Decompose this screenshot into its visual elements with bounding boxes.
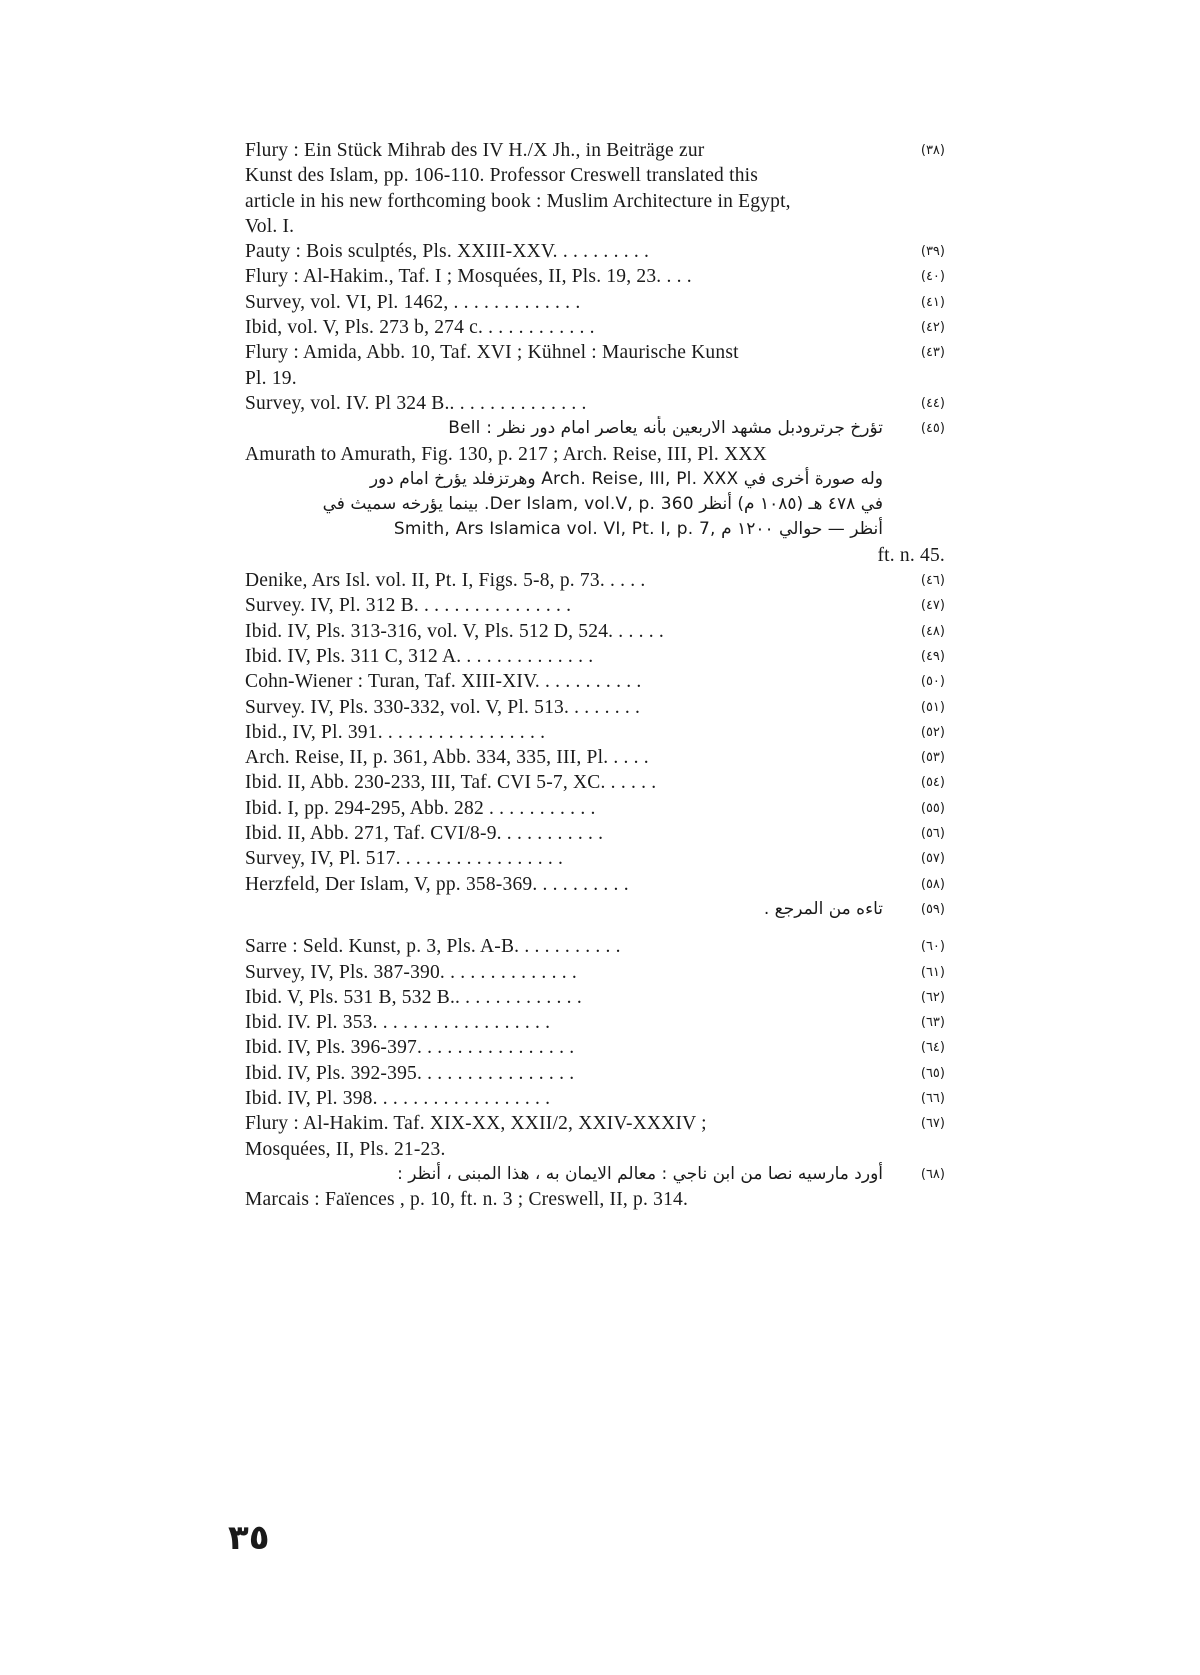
footnote-text: Smith, Ars Islamica vol. VI, Pt. I, p. 7, أنظر — حوالي ١٢٠٠ م [393, 519, 883, 540]
footnote-line [245, 163, 945, 188]
footnote-line [245, 897, 945, 922]
footnote-number: (٤٧) [920, 598, 945, 614]
footnote-line [245, 315, 945, 340]
footnote-line [245, 644, 945, 669]
footnote-text: Arch. Reise, II, p. 361, Abb. 334, 335, III, Pl. . . . . [245, 747, 649, 769]
footnote-text: Survey, IV, Pls. 387-390. . . . . . . . . . . . . . [245, 961, 577, 983]
footnote-line [245, 1137, 945, 1162]
footnote-text: Ibid. IV, Pls. 396-397. . . . . . . . . . . . . . . . [245, 1037, 575, 1059]
footnote-text: ft. n. 45. [877, 544, 945, 566]
footnote-line [245, 695, 945, 720]
footnote-text: Pauty : Bois sculptés, Pls. XXIII-XXV. . . . . . . . . . [245, 241, 650, 263]
footnote-line [245, 239, 945, 264]
footnote-text: في ٤٧٨ هـ (١٠٨٥ م) أنظر Der Islam, vol.V, p. 360. بينما يؤرخه سميث في [322, 494, 883, 515]
footnote-number: (٤٥) [920, 421, 945, 437]
footnote-text: Amurath to Amurath, Fig. 130, p. 217 ; Arch. Reise, III, Pl. XXX [245, 443, 767, 465]
footnote-text: Pl. 19. [245, 367, 297, 389]
footnote-line [245, 846, 945, 871]
footnotes-column [245, 138, 945, 1212]
footnote-line [245, 745, 945, 770]
footnote-line [245, 189, 945, 214]
footnote-text: Sarre : Seld. Kunst, p. 3, Pls. A-B. . . . . . . . . . . [245, 936, 621, 958]
footnote-text: Vol. I. [245, 215, 295, 237]
footnote-text: Marcais : Faïences , p. 10, ft. n. 3 ; Creswell, II, p. 314. [245, 1189, 689, 1211]
footnote-number: (٦٧) [920, 1116, 945, 1132]
footnote-line [245, 770, 945, 795]
footnote-number: (٥٨) [920, 876, 945, 892]
footnote-number: (٥٣) [920, 750, 945, 766]
footnote-text: article in his new forthcoming book : Muslim Architecture in Egypt, [245, 190, 791, 212]
footnote-line [245, 1010, 945, 1035]
footnote-text: Ibid. IV, Pls. 313-316, vol. V, Pls. 512 D, 524. . . . . . [245, 620, 664, 642]
footnote-number: (٣٩) [920, 244, 945, 260]
footnote-text: أورد مارسيه نصا من ابن ناجي : معالم الايمان به ، هذا المبنى ، أنظر : [397, 1163, 883, 1184]
footnote-number: (٦٨) [920, 1166, 945, 1182]
footnote-line [245, 669, 945, 694]
footnote-number: (٤٦) [920, 573, 945, 589]
footnote-number: (٦٤) [920, 1040, 945, 1056]
footnote-text: Ibid. IV, Pls. 392-395. . . . . . . . . . . . . . . . [245, 1062, 575, 1084]
footnote-line [245, 821, 945, 846]
footnote-number: (٤٠) [920, 269, 945, 285]
footnote-line [245, 872, 945, 897]
footnote-text: Ibid. IV. Pl. 353. . . . . . . . . . . . . . . . . . [245, 1012, 551, 1034]
footnote-line [245, 264, 945, 289]
footnote-number: (٤٩) [920, 648, 945, 664]
footnote-line [245, 416, 945, 441]
footnote-text: Bell : تؤرخ جرترودبل مشهد الاربعين بأنه يعاصر امام دور نظر [448, 418, 883, 439]
footnote-line [245, 960, 945, 985]
footnote-number: (٤٨) [920, 623, 945, 639]
footnote-text: Survey, IV, Pl. 517. . . . . . . . . . . . . . . . . [245, 848, 564, 870]
footnote-text: وله صورة أخرى في Arch. Reise, III, Pl. XXX وهرتزفلد يؤرخ امام دور [369, 468, 883, 489]
footnote-line [245, 492, 945, 517]
footnote-line [245, 467, 945, 492]
footnote-text: Flury : Al-Hakim. Taf. XIX-XX, XXII/2, XXIV-XXXIV ; [245, 1113, 707, 1135]
footnote-text: Ibid. IV, Pl. 398. . . . . . . . . . . . . . . . . . [245, 1087, 551, 1109]
footnote-line [245, 391, 945, 416]
footnote-text: Ibid. V, Pls. 531 B, 532 B.. . . . . . . . . . . . . [245, 986, 582, 1008]
footnote-number: (٦٥) [920, 1065, 945, 1081]
footnote-number: (٥٠) [920, 674, 945, 690]
footnote-number: (٥٩) [920, 901, 945, 917]
footnote-number: (٥٢) [920, 724, 945, 740]
footnote-line [245, 1187, 945, 1212]
footnote-line [245, 934, 945, 959]
footnote-line [245, 517, 945, 542]
footnote-text: تاءه من المرجع . [763, 898, 883, 919]
footnote-text: Herzfeld, Der Islam, V, pp. 358-369. . . . . . . . . . [245, 873, 629, 895]
footnote-line [245, 138, 945, 163]
footnote-line [245, 366, 945, 391]
footnote-line [245, 796, 945, 821]
footnote-text: Flury : Ein Stück Mihrab des IV H./X Jh., in Beiträge zur [245, 140, 705, 161]
footnote-text: Survey, vol. IV. Pl 324 B.. . . . . . . . . . . . . . [245, 392, 587, 414]
footnote-line [245, 1111, 945, 1136]
footnote-line [245, 568, 945, 593]
footnote-number: (٤٢) [920, 320, 945, 336]
footnote-text: Survey. IV, Pl. 312 B. . . . . . . . . . . . . . . . [245, 595, 572, 617]
footnote-number: (٥٦) [920, 826, 945, 842]
footnote-text: Ibid, vol. V, Pls. 273 b, 274 c. . . . . . . . . . . . [245, 317, 595, 339]
footnote-line [245, 340, 945, 365]
footnote-text: Cohn-Wiener : Turan, Taf. XIII-XIV. . . . . . . . . . . [245, 671, 642, 693]
footnote-text: Kunst des Islam, pp. 106-110. Professor Creswell translated this [245, 165, 759, 187]
spacer [245, 922, 945, 934]
footnote-line [245, 442, 945, 467]
footnote-line [245, 720, 945, 745]
footnote-text: Ibid., IV, Pl. 391. . . . . . . . . . . . . . . . . [245, 721, 546, 743]
footnote-line [245, 1086, 945, 1111]
footnote-number: (٦٦) [920, 1090, 945, 1106]
footnote-number: (٥١) [920, 699, 945, 715]
footnote-text: Flury : Amida, Abb. 10, Taf. XVI ; Kühnel : Maurische Kunst [245, 342, 739, 364]
footnote-number: (٥٧) [920, 851, 945, 867]
footnote-line [245, 1162, 945, 1187]
footnote-number: (٦٠) [920, 939, 945, 955]
footnote-number: (٤٣) [920, 345, 945, 361]
footnote-line [245, 1061, 945, 1086]
footnote-text: Survey. IV, Pls. 330-332, vol. V, Pl. 513. . . . . . . . [245, 696, 641, 718]
footnote-number: (٤١) [920, 294, 945, 310]
footnote-text: Ibid. II, Abb. 271, Taf. CVI/8-9. . . . . . . . . . . [245, 823, 604, 845]
footnote-text: Ibid. IV, Pls. 311 C, 312 A. . . . . . . . . . . . . . [245, 645, 594, 667]
footnote-line [245, 1035, 945, 1060]
footnote-number: (٦٢) [920, 989, 945, 1005]
footnote-number: (٥٤) [920, 775, 945, 791]
footnote-number: (٣٨) [920, 143, 945, 158]
footnote-line [245, 214, 945, 239]
footnote-number: (٥٥) [920, 800, 945, 816]
footnote-line [245, 593, 945, 618]
footnote-text: Flury : Al-Hakim., Taf. I ; Mosquées, II, Pls. 19, 23. . . . [245, 266, 692, 288]
footnote-number: (٦٣) [920, 1015, 945, 1031]
footnote-text: Ibid. I, pp. 294-295, Abb. 282 . . . . . . . . . . . [245, 797, 596, 819]
footnote-text: Survey, vol. VI, Pl. 1462, . . . . . . . . . . . . . [245, 291, 581, 313]
footnote-line [245, 290, 945, 315]
footnote-number: (٤٤) [920, 395, 945, 411]
footnote-text: Ibid. II, Abb. 230-233, III, Taf. CVI 5-7, XC. . . . . . [245, 772, 657, 794]
page-number: ٣٥ [228, 1518, 270, 1558]
footnote-line [245, 543, 945, 568]
footnote-line [245, 985, 945, 1010]
footnote-text: Mosquées, II, Pls. 21-23. [245, 1138, 446, 1160]
footnote-number: (٦١) [920, 964, 945, 980]
footnote-line [245, 619, 945, 644]
footnote-text: Denike, Ars Isl. vol. II, Pt. I, Figs. 5-8, p. 73. . . . . [245, 570, 646, 592]
